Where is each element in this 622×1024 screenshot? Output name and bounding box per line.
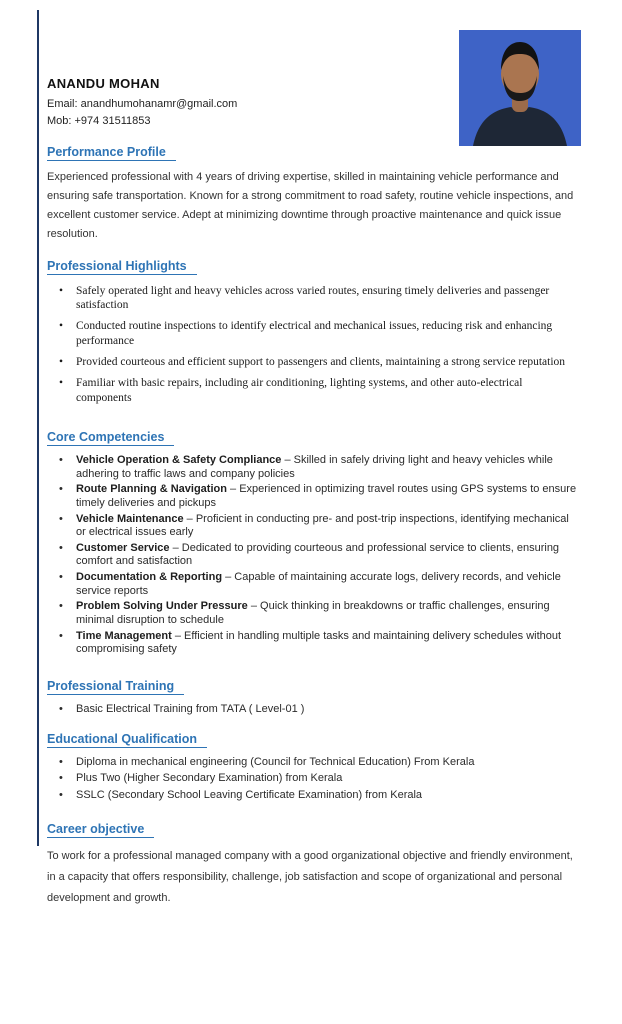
person-portrait-graphic [459,30,581,146]
section-professional-training [47,677,580,716]
section-performance-profile [47,143,580,245]
section-professional-highlights [47,257,580,407]
competency-desc: – Skilled in safely driving light and heavy vehicles while adhering to traffic laws and company policies [76,454,553,480]
list-item: • Diploma in mechanical engineering (Council for Technical Education) From Kerala [59,755,580,769]
career-objective-text: To work for a professional managed company with a good organizational objective and friendly environment, in a capacity that offers responsibility, challenge, job satisfaction and scope of organizational and personal development and growth. [47,850,573,904]
list-item: • SSLC (Secondary School Leaving Certificate Examination) from Kerala [59,788,580,802]
section-educational-qualification [47,730,580,802]
competency-desc: – Dedicated to providing courteous and professional service to clients, ensuring comfort and satisfaction [76,541,560,568]
mobile-line: Mob: +974 31511853 [47,115,151,127]
list-item: • Conducted routine inspections to identify electrical and mechanical issues, reducing risk and enhancing performance [59,319,580,349]
section-career-objective [47,820,580,909]
section-heading-core-competencies: Core Competencies [47,430,174,446]
competency-term: Vehicle Operation & Safety Compliance [76,454,282,467]
competency-desc: – Experienced in optimizing travel routes using GPS systems to ensure timely deliveries and pickups [76,483,577,509]
competency-term: Route Planning & Navigation [76,483,227,496]
section-heading-professional-highlights: Professional Highlights [47,259,197,275]
list-item: • Safely operated light and heavy vehicles across varied routes, ensuring timely deliveries and passenger satisfaction [59,284,580,314]
competency-desc: – Quick thinking in breakdowns or traffic challenges, ensuring minimal disruption to schedule [76,600,550,626]
list-item: • Plus Two (Higher Secondary Examination) from Kerala [59,771,580,785]
competency-term: Problem Solving Under Pressure [76,600,248,613]
list-item [59,454,580,481]
section-core-competencies [47,428,580,657]
competency-term: Customer Service [76,541,170,554]
list-item [59,630,580,657]
performance-profile-text: Experienced professional with 4 years of driving expertise, skilled in maintaining vehicle performance and ensuring safe transportation. Known for a strong commitment to road safety, routine vehicle inspections, and excellent customer service. Adept at minimizing downtime through proactive maintenance and quick issue resolution. [47,171,574,241]
competency-desc: – Capable of maintaining accurate logs, delivery records, and vehicle service reports [76,571,561,597]
left-border-rule [37,10,39,846]
list-item [59,571,580,598]
candidate-name: ANANDU MOHAN [47,76,160,91]
section-heading-career-objective: Career objective [47,822,154,838]
section-heading-educational-qualification: Educational Qualification [47,732,207,748]
competency-term: Time Management [76,629,172,642]
competency-term: Vehicle Maintenance [76,512,184,525]
list-item: • Familiar with basic repairs, including air conditioning, lighting systems, and other auto-electrical components [59,376,580,406]
list-item [59,483,580,510]
list-item [59,542,580,569]
profile-photo [459,30,581,146]
section-heading-professional-training: Professional Training [47,679,184,695]
section-heading-performance-profile: Performance Profile [47,145,176,161]
email-line: Email: anandhumohanamr@gmail.com [47,98,238,110]
list-item [59,513,580,540]
list-item [59,600,580,627]
professional-training-list [59,702,580,716]
list-item: • Provided courteous and efficient support to passengers and clients, maintaining a strong service reputation [59,355,580,370]
core-competencies-list [59,454,580,657]
list-item: • Basic Electrical Training from TATA ( Level-01 ) [59,702,580,716]
competency-desc: – Proficient in conducting pre- and post-trip inspections, identifying mechanical or electrical issues early [76,512,569,539]
competency-term: Documentation & Reporting [76,571,223,584]
professional-highlights-list [59,284,580,407]
educational-qualification-list [59,755,580,802]
competency-desc: – Efficient in handling multiple tasks and maintaining delivery schedules without compromising safety [76,629,562,656]
